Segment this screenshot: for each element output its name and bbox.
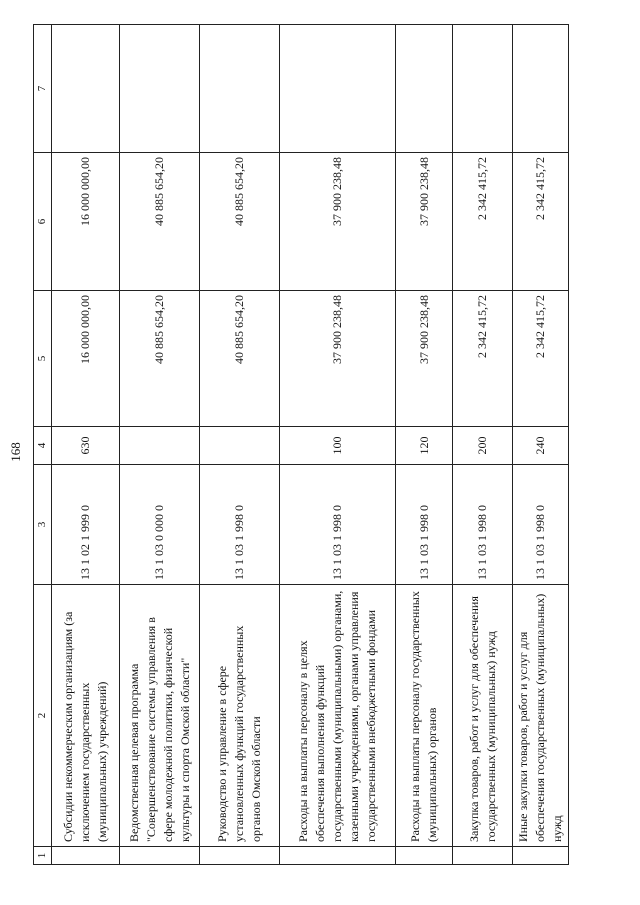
column-header: 1 (34, 847, 52, 865)
amount-cell: 2 342 415,72 (513, 291, 569, 427)
column-header: 7 (34, 25, 52, 153)
column-7-cell (396, 25, 453, 153)
expense-type-cell: 630 (52, 427, 120, 465)
amount-cell: 37 900 238,48 (280, 153, 396, 291)
amount-cell: 40 885 654,20 (200, 291, 280, 427)
amount-cell: 2 342 415,72 (513, 153, 569, 291)
amount-cell: 37 900 238,48 (396, 291, 453, 427)
row-number-cell (396, 847, 453, 865)
amount-cell: 40 885 654,20 (120, 291, 200, 427)
column-header: 3 (34, 465, 52, 585)
budget-table (33, 24, 569, 865)
target-code-cell: 13 1 03 1 998 0 (200, 465, 280, 585)
amount-cell: 37 900 238,48 (396, 153, 453, 291)
row-number-cell (52, 847, 120, 865)
amount-cell: 2 342 415,72 (453, 291, 513, 427)
amount-cell: 2 342 415,72 (453, 153, 513, 291)
target-code-cell: 13 1 03 1 998 0 (453, 465, 513, 585)
target-code-cell: 13 1 03 1 998 0 (513, 465, 569, 585)
row-number-cell (120, 847, 200, 865)
expense-name-cell: Закупка товаров, работ и услуг для обеспечения государственных (муниципальных) нужд (453, 585, 513, 847)
column-7-cell (52, 25, 120, 153)
column-7-cell (513, 25, 569, 153)
column-header: 5 (34, 291, 52, 427)
table-row (513, 25, 569, 865)
row-number-cell (200, 847, 280, 865)
table-row (200, 25, 280, 865)
table-row (396, 25, 453, 865)
row-number-cell (280, 847, 396, 865)
target-code-cell: 13 1 03 0 000 0 (120, 465, 200, 585)
expense-type-cell: 200 (453, 427, 513, 465)
column-7-cell (120, 25, 200, 153)
expense-type-cell (200, 427, 280, 465)
expense-type-cell (120, 427, 200, 465)
row-number-cell (453, 847, 513, 865)
amount-cell: 40 885 654,20 (200, 153, 280, 291)
table-body (34, 25, 569, 865)
table-row (280, 25, 396, 865)
table-row (52, 25, 120, 865)
column-7-cell (200, 25, 280, 153)
column-header: 4 (34, 427, 52, 465)
amount-cell: 37 900 238,48 (280, 291, 396, 427)
expense-name-cell: Расходы на выплаты персоналу в целях обеспечения выполнения функций государственными (муниципальными) органами, казенными учреждениями, органами управления государственными внебюджетными фондами (280, 585, 396, 847)
column-7-cell (280, 25, 396, 153)
expense-name-cell: Ведомственная целевая программа "Совершенствование системы управления в сфере молодежной политики, физической культуры и спорта Омской области" (120, 585, 200, 847)
expense-name-cell: Расходы на выплаты персоналу государственных (муниципальных) органов (396, 585, 453, 847)
row-number-cell (513, 847, 569, 865)
amount-cell: 16 000 000,00 (52, 153, 120, 291)
target-code-cell: 13 1 03 1 998 0 (280, 465, 396, 585)
expense-type-cell: 240 (513, 427, 569, 465)
column-7-cell (453, 25, 513, 153)
expense-name-cell: Руководство и управление в сфере установленных функций государственных органов Омской области (200, 585, 280, 847)
page-number: 168 (8, 442, 23, 462)
expense-type-cell: 100 (280, 427, 396, 465)
expense-name-cell: Иные закупки товаров, работ и услуг для обеспечения государственных (муниципальных) нужд (513, 585, 569, 847)
expense-name-cell: Субсидии некоммерческим организациям (за исключением государственных (муниципальных) учреждений) (52, 585, 120, 847)
column-header: 6 (34, 153, 52, 291)
amount-cell: 16 000 000,00 (52, 291, 120, 427)
column-header: 2 (34, 585, 52, 847)
table-header-row (34, 25, 52, 865)
table-row (120, 25, 200, 865)
amount-cell: 40 885 654,20 (120, 153, 200, 291)
target-code-cell: 13 1 02 1 999 0 (52, 465, 120, 585)
target-code-cell: 13 1 03 1 998 0 (396, 465, 453, 585)
expense-type-cell: 120 (396, 427, 453, 465)
table-row (453, 25, 513, 865)
